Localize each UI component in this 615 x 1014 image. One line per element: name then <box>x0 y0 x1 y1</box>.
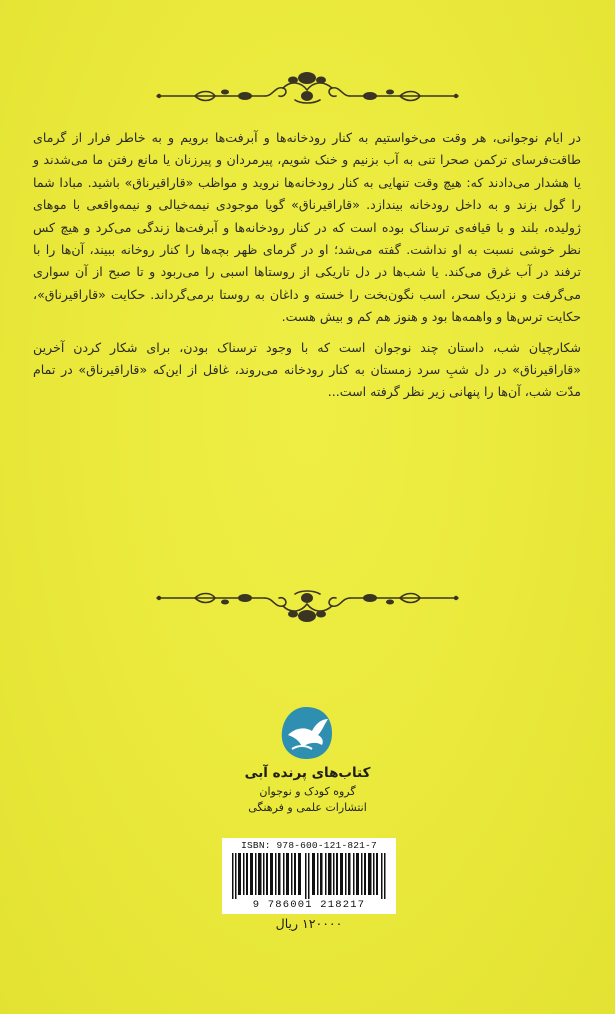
bird-on-blue-leaf-icon <box>278 705 334 761</box>
bottom-ornament-divider <box>155 584 460 624</box>
top-ornament-divider <box>155 70 460 110</box>
price-label: ۱۲۰۰۰۰ ریال <box>275 916 343 931</box>
barcode-box <box>222 838 396 914</box>
publisher-name: کتاب‌های پرنده آبی <box>244 765 371 781</box>
isbn-number: ISBN: 978-600-121-821-7 <box>241 840 377 851</box>
blurb-paragraph: در ایام نوجوانی، هر وقت می‌خواستیم به کنار رودخانه‌ها و آبرفت‌ها برویم و به خاطر فرار از گرمای طاقت‌فرسای ترکمن صحرا تنی به آب بزنیم و خنک شویم، پیرمردان و پیرزنان یا مانع رفتن ما می‌شدند و یا هشدار می‌دادند که: هیچ وقت تنهایی به کنار رودخانه‌ها نروید و مواظب «قاراقیرناق» باشید. مبادا شما را گول بزند و به داخل رودخانه بیندازد. «قاراقیرناق» گویا موجودی نیمه‌خیالی و نیمه‌واقعی با موهای ژولیده، بلند و با قیافه‌ی ترسناک بوده است که در کنار رودخانه‌ها و آبرفت‌ها زندگی می‌کرد و هیچ کس نظر خوشی نسبت به او نداشت. گفته می‌شد؛ او در گرمای ظهر بچه‌ها را کنار روخانه ببیند، آن‌ها را با ترفند در آب غرق می‌کند. یا شب‌ها در دل تاریکی از روستاها اسبی را می‌ربود و تا صبح از آن سواری می‌گرفت و نزدیک سحر، اسب نگون‌بخت را خسته و داغان به روستا برمی‌گرداند. حکایت «قاراقیرناق»، حکایت ترس‌ها و واهمه‌ها بود و هنوز هم کم و بیش هست. <box>33 130 581 325</box>
publisher-group: گروه کودک و نوجوان <box>259 785 356 798</box>
barcode-digits: 9 786001 218217 <box>252 899 366 911</box>
barcode <box>232 853 386 899</box>
back-cover-blurb <box>33 127 581 404</box>
blurb-paragraph: شکارچیان شب، داستان چند نوجوان است که با وجود ترسناک بودن، برای شکار کردن آخرین «قاراقیرناق» در دل شبِ سرد زمستان به کنار رودخانه می‌روند، غافل از این‌که «قاراقیرناق» در تمام مدّت شب، آن‌ها را پنهانی زیر نظر گرفته است... <box>33 339 581 400</box>
publisher-imprint: انتشارات علمی و فرهنگی <box>248 801 367 814</box>
